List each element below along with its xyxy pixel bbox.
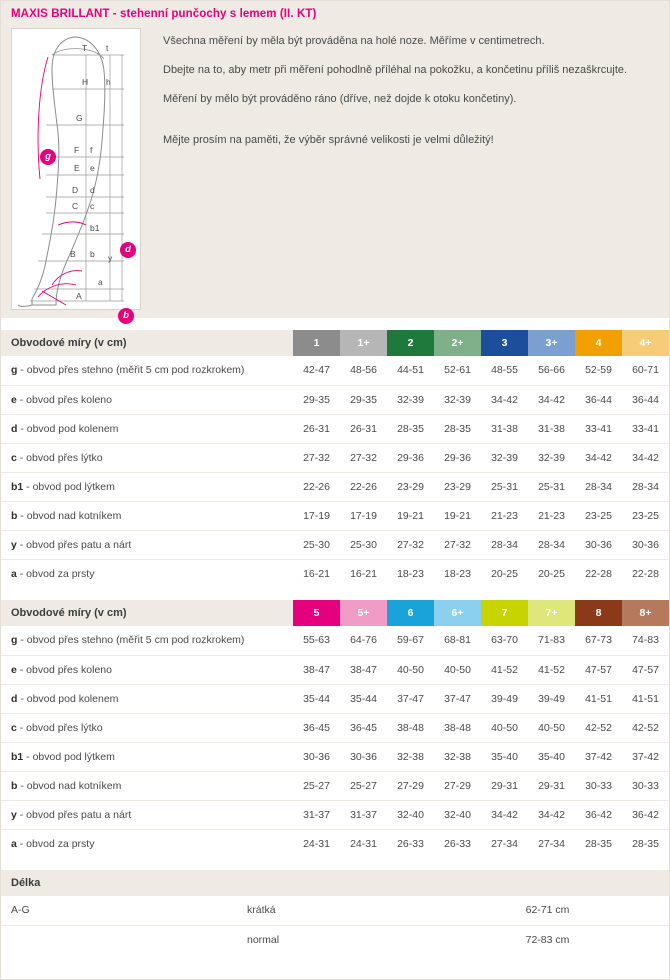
size-column-header-6: 6 [387,600,434,626]
measurement-code: g [11,364,18,377]
measurement-description: - obvod přes stehno (měřit 5 cm pod rozkrokem) [17,364,245,377]
svg-text:G: G [76,113,83,123]
measurement-value: 20-25 [538,567,565,580]
svg-text:b1: b1 [90,223,100,233]
measurement-value: 26-33 [397,837,424,850]
badge-g: g [40,149,56,165]
measurement-value: 25-30 [340,530,387,559]
measurement-label-y [1,530,293,559]
svg-text:c: c [90,201,95,211]
measurement-label-g [1,626,293,655]
measurement-value: 36-42 [575,800,622,829]
measurement-code: e [11,393,17,406]
measurement-value: 25-31 [528,472,575,501]
measurement-value: 47-57 [575,655,622,684]
svg-text:T: T [82,43,88,53]
measurement-value: 33-41 [622,414,669,443]
measurement-value: 59-67 [387,626,434,655]
measurement-label-a [1,559,293,588]
badge-b: b [118,308,134,324]
measurement-value: 26-33 [444,837,471,850]
svg-text:f: f [90,145,93,155]
size-column-header-4plus: 4+ [622,330,669,356]
measurement-value: 28-35 [632,837,659,850]
size-column-header-1: 1 [293,330,340,356]
measurement-value: 38-47 [340,655,387,684]
table-row [1,742,669,771]
measurement-description: - obvod přes lýtko [16,451,103,464]
measurement-value: 27-34 [538,837,565,850]
measurement-value: 21-23 [481,501,528,530]
table-1-body [1,356,669,588]
size-column-header-5plus: 5+ [340,600,387,626]
measurement-value: 19-21 [387,501,434,530]
measurement-value: 38-47 [293,655,340,684]
table-row [1,829,669,858]
measurement-value: 23-25 [622,501,669,530]
measurement-value: 39-49 [481,684,528,713]
measurement-value: 74-83 [622,626,669,655]
measurement-value: 41-51 [575,684,622,713]
measurement-code: g [11,634,18,647]
measurement-value: 68-81 [434,626,481,655]
measurement-value: 28-35 [434,414,481,443]
measurement-label-b1 [1,472,293,501]
measurement-value: 29-35 [293,385,340,414]
measurement-value: 23-29 [387,472,434,501]
measurement-value: 30-36 [340,742,387,771]
measurement-description: - obvod za prsty [16,837,95,850]
table-row [1,800,669,829]
measurement-code: e [11,663,17,676]
measurement-value: 24-31 [303,837,330,850]
measurement-value: 34-42 [528,800,575,829]
measurement-value: 27-29 [434,771,481,800]
measurement-value: 22-26 [293,472,340,501]
page-title: MAXIS BRILLANT - stehenní punčochy s lemem (II. KT) [1,1,669,28]
table-1-header-row [1,330,669,356]
svg-text:a: a [98,277,103,287]
table-row [1,713,669,742]
measurement-value: 40-50 [387,655,434,684]
measurement-value: 42-52 [575,713,622,742]
measurement-value: 27-29 [387,771,434,800]
measurement-value: 17-19 [340,501,387,530]
measurement-label-e [1,385,293,414]
measurement-value: 31-38 [481,414,528,443]
measurement-description: - obvod přes lýtko [16,721,103,734]
measurement-value: 41-52 [481,655,528,684]
size-column-header-3plus: 3+ [528,330,575,356]
intro-line-2: Dbejte na to, aby metr při měření pohodlně příléhal na pokožku, a končetinu příliš nezaškrcujte. [163,63,628,76]
svg-text:A: A [76,291,82,301]
measurement-value: 27-32 [293,443,340,472]
length-table-header-row [1,870,669,896]
measurement-description: - obvod přes stehno (měřit 5 cm pod rozkrokem) [17,634,245,647]
measurement-value: 37-47 [387,684,434,713]
badge-d: d [120,242,136,258]
measurement-value: 35-40 [481,742,528,771]
measurement-value: 42-52 [622,713,669,742]
size-column-header-2plus: 2+ [434,330,481,356]
measurement-value: 25-27 [293,771,340,800]
measurement-value: 27-32 [434,530,481,559]
measurement-value: 41-52 [528,655,575,684]
measurement-value: 63-70 [481,626,528,655]
svg-text:D: D [72,185,79,195]
measurement-value: 34-42 [575,443,622,472]
measurement-value: 34-42 [528,385,575,414]
measurement-value: 60-71 [622,356,669,385]
measurement-value: 56-66 [528,356,575,385]
top-section [1,28,669,321]
measurement-value: 18-23 [444,567,471,580]
measurement-value: 16-21 [350,567,377,580]
spacer-1 [1,318,669,330]
length-cell-c2: normal [247,933,280,946]
size-column-header-8: 8 [575,600,622,626]
measurement-code: d [11,692,18,705]
measurement-value: 28-35 [585,837,612,850]
table-row [1,414,669,443]
size-column-header-8plus: 8+ [622,600,669,626]
measurement-value: 34-42 [481,385,528,414]
measurement-value: 27-32 [387,530,434,559]
measurement-value: 26-31 [293,414,340,443]
svg-text:d: d [90,185,95,195]
measurement-value: 52-61 [434,356,481,385]
measurement-value: 36-42 [622,800,669,829]
measurement-code: b [11,779,18,792]
size-table-2 [1,600,669,858]
measurement-description: - obvod pod kolenem [17,692,119,705]
measurement-code: b [11,509,18,522]
measurement-value: 28-34 [528,530,575,559]
svg-text:B: B [70,249,76,259]
measurement-value: 33-41 [575,414,622,443]
size-column-header-6plus: 6+ [434,600,481,626]
measurement-value: 29-36 [387,443,434,472]
measurement-value: 22-28 [585,567,612,580]
length-row [1,925,669,954]
measurement-label-b [1,771,293,800]
measurement-value: 28-34 [575,472,622,501]
measurement-value: 30-36 [575,530,622,559]
measurement-code: a [11,837,17,850]
measurement-value: 71-83 [528,626,575,655]
measurement-label-b1 [1,742,293,771]
table-row [1,559,669,588]
measurement-value: 27-34 [491,837,518,850]
measurement-value: 28-35 [387,414,434,443]
measurement-description: - obvod přes patu a nárt [16,538,132,551]
measurement-value: 29-31 [481,771,528,800]
measurement-value: 42-47 [293,356,340,385]
measurement-value: 32-39 [387,385,434,414]
length-row [1,896,669,925]
leg-measurement-diagram [11,28,141,321]
measurement-value: 32-40 [387,800,434,829]
svg-text:H: H [82,77,89,87]
measurement-value: 40-50 [528,713,575,742]
size-column-header-7plus: 7+ [528,600,575,626]
table-row [1,530,669,559]
svg-text:e: e [90,163,95,173]
length-cell-c3: 62-71 cm [426,896,669,925]
table-row [1,771,669,800]
table-row [1,684,669,713]
measurement-value: 44-51 [387,356,434,385]
measurement-value: 27-32 [340,443,387,472]
measurement-description: - obvod pod lýtkem [23,750,115,763]
measurement-label-b [1,501,293,530]
measurement-value: 23-25 [575,501,622,530]
measurement-value: 28-34 [622,472,669,501]
table-row [1,501,669,530]
measurement-value: 31-37 [293,800,340,829]
measurement-value: 25-30 [293,530,340,559]
measurement-code: b1 [11,480,24,493]
measurement-value: 16-21 [303,567,330,580]
measurement-value: 55-63 [293,626,340,655]
measurement-value: 35-44 [293,684,340,713]
measurement-value: 22-28 [632,567,659,580]
size-column-header-5: 5 [293,600,340,626]
measurement-label-e [1,655,293,684]
measurement-description: - obvod přes koleno [16,393,112,406]
table-row [1,472,669,501]
measurement-value: 32-39 [434,385,481,414]
measurement-value: 32-38 [387,742,434,771]
measurement-code: d [11,422,18,435]
measurement-value: 30-36 [293,742,340,771]
size-column-header-4: 4 [575,330,622,356]
measurement-value: 22-26 [340,472,387,501]
measurement-value: 31-37 [340,800,387,829]
table-2-row-header: Obvodové míry (v cm) [1,600,293,626]
measurement-value: 29-31 [528,771,575,800]
measurement-value: 34-42 [481,800,528,829]
spacer-2 [1,588,669,600]
measurement-code: a [11,567,17,580]
measurement-value: 32-38 [434,742,481,771]
intro-text [141,28,669,310]
length-cell-c1: A-G [1,896,246,925]
measurement-label-d [1,414,293,443]
table-row [1,443,669,472]
measurement-value: 20-25 [491,567,518,580]
svg-text:F: F [74,145,80,155]
measurement-value: 30-36 [622,530,669,559]
size-table-1 [1,330,669,588]
svg-text:h: h [106,77,111,87]
measurement-description: - obvod nad kotníkem [17,509,122,522]
measurement-value: 37-47 [434,684,481,713]
measurement-code: y [11,538,17,551]
measurement-value: 17-19 [293,501,340,530]
measurement-value: 30-33 [622,771,669,800]
measurement-description: - obvod přes koleno [16,663,112,676]
measurement-value: 29-36 [434,443,481,472]
measurement-value: 40-50 [481,713,528,742]
measurement-value: 48-55 [481,356,528,385]
size-column-header-7: 7 [481,600,528,626]
measurement-value: 32-39 [528,443,575,472]
table-row [1,626,669,655]
measurement-value: 36-44 [622,385,669,414]
measurement-code: b1 [11,750,24,763]
measurement-value: 31-38 [528,414,575,443]
length-table [1,870,669,954]
measurement-description: - obvod přes patu a nárt [16,808,132,821]
intro-line-1: Všechna měření by měla být prováděna na holé noze. Měříme v centimetrech. [163,35,545,47]
measurement-value: 41-51 [622,684,669,713]
measurement-value: 64-76 [340,626,387,655]
measurement-code: c [11,721,17,734]
measurement-value: 40-50 [434,655,481,684]
measurement-value: 25-31 [481,472,528,501]
table-2-body [1,626,669,858]
measurement-label-a [1,829,293,858]
measurement-label-d [1,684,293,713]
measurement-value: 24-31 [350,837,377,850]
measurement-description: - obvod za prsty [16,567,95,580]
measurement-value: 37-42 [622,742,669,771]
measurement-description: - obvod nad kotníkem [17,779,122,792]
measurement-value: 35-44 [340,684,387,713]
measurement-value: 36-45 [293,713,340,742]
length-table-header: Délka [1,870,669,896]
measurement-value: 36-44 [575,385,622,414]
measurement-value: 38-48 [387,713,434,742]
measurement-value: 23-29 [434,472,481,501]
measurement-value: 26-31 [340,414,387,443]
measurement-value: 30-33 [575,771,622,800]
measurement-label-y [1,800,293,829]
svg-text:E: E [74,163,80,173]
measurement-value: 32-40 [434,800,481,829]
measurement-value: 18-23 [397,567,424,580]
table-1-row-header: Obvodové míry (v cm) [1,330,293,356]
table-2-header-row [1,600,669,626]
svg-text:t: t [106,43,109,53]
measurement-label-c [1,443,293,472]
length-cell-c2: krátká [246,896,426,925]
measurement-code: y [11,808,17,821]
intro-line-3: Měření by mělo být prováděno ráno (dříve, než dojde k otoku končetiny). [163,92,517,105]
measurement-description: - obvod pod kolenem [17,422,119,435]
table-row [1,356,669,385]
measurement-value: 36-45 [340,713,387,742]
measurement-code: c [11,451,17,464]
svg-text:y: y [108,253,113,263]
size-column-header-1plus: 1+ [340,330,387,356]
measurement-label-c [1,713,293,742]
measurement-value: 32-39 [481,443,528,472]
measurement-value: 48-56 [340,356,387,385]
measurement-value: 29-35 [340,385,387,414]
measurement-value: 47-57 [622,655,669,684]
measurement-value: 67-73 [575,626,622,655]
length-table-body [1,896,669,954]
svg-text:b: b [90,249,95,259]
svg-text:C: C [72,201,79,211]
measurement-value: 28-34 [481,530,528,559]
measurement-value: 25-27 [340,771,387,800]
measurement-value: 21-23 [528,501,575,530]
measurement-value: 38-48 [434,713,481,742]
measurement-value: 52-59 [575,356,622,385]
measurement-value: 19-21 [434,501,481,530]
measurement-value: 37-42 [575,742,622,771]
leg-diagram-svg [12,29,140,309]
size-column-header-2: 2 [387,330,434,356]
table-row [1,655,669,684]
measurement-description: - obvod pod lýtkem [23,480,115,493]
measurement-value: 39-49 [528,684,575,713]
measurement-value: 35-40 [528,742,575,771]
measurement-label-g [1,356,293,385]
length-cell-c1 [1,925,246,954]
length-cell-c3: 72-83 cm [525,933,570,946]
intro-line-4: Mějte prosím na paměti, že výběr správné velikosti je velmi důležitý! [163,133,494,146]
size-column-header-3: 3 [481,330,528,356]
table-row [1,385,669,414]
measurement-value: 34-42 [622,443,669,472]
